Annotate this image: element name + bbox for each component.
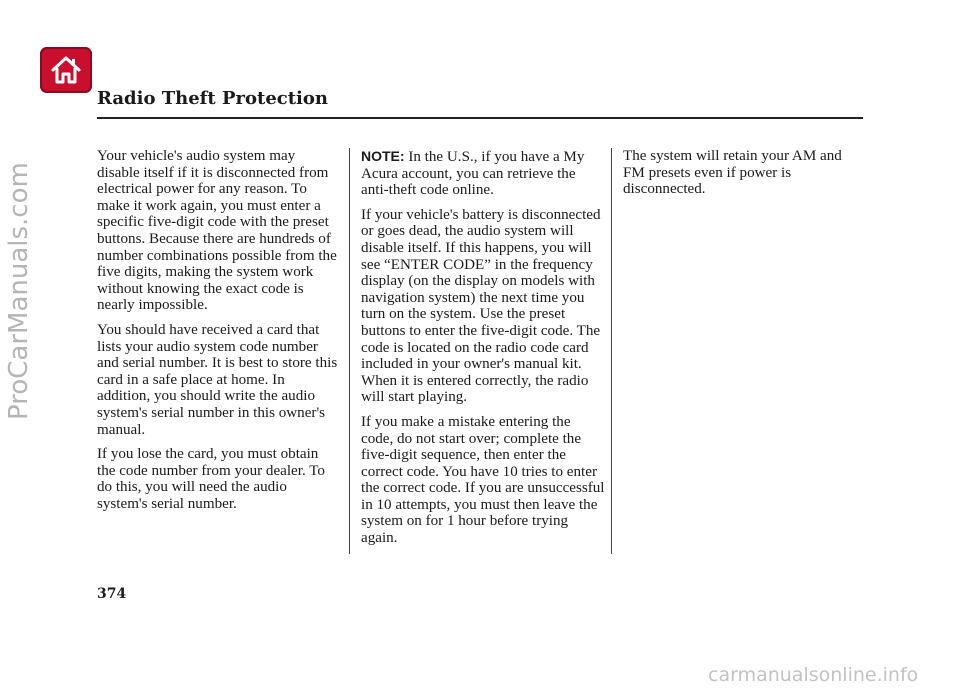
side-watermark: ProCarManuals.com [4, 162, 34, 420]
column-3 [623, 148, 863, 206]
paragraph: Your vehicle's audio system may disable itself if it is disconnected from electrical power for any reason. To make it work again, you must enter a specific five-digit code with the preset buttons. Because there are hundreds of number combinations possible from the five digits, making the system work without knowing the exact code is nearly impossible. [97, 148, 337, 314]
paragraph: The system will retain your AM and FM presets even if power is disconnected. [623, 148, 842, 198]
column-divider [349, 148, 350, 554]
column-divider [611, 148, 612, 554]
page-number: 374 [97, 586, 127, 602]
note-text: In the U.S., if you have a My Acura account, you can retrieve the anti-theft code online. [361, 149, 585, 199]
section-title: Radio Theft Protection [97, 88, 328, 109]
paragraph: You should have received a card that lists your audio system code number and serial number. It is best to store this card in a safe place at home. In addition, you should write the audio system's serial number in this owner's manual. [97, 321, 338, 438]
note-label: NOTE: [361, 148, 405, 164]
paragraph: If you lose the card, you must obtain the code number from your dealer. To do this, you will need the audio system's serial number. [97, 446, 325, 512]
bottom-watermark: carmanualsonline.info [708, 664, 919, 686]
paragraph: If your vehicle's battery is disconnected or goes dead, the audio system will disable itself. If this happens, you will see “ENTER CODE” in the frequency display (on the display on models with navigation system) the next time you turn on the system. Use the preset buttons to enter the five-digit code. The code is located on the radio code card included in your owner's manual kit. When it is entered correctly, the radio will start playing. [361, 206, 601, 406]
paragraph: If you make a mistake entering the code, do not start over; complete the five-digit sequence, then enter the correct code. You have 10 tries to enter the correct code. If you are unsuccessful in 10 attempts, you must then leave the system on for 1 hour before trying again. [361, 413, 605, 547]
home-icon [49, 53, 83, 87]
column-1 [97, 148, 340, 520]
home-button[interactable] [40, 47, 92, 93]
title-divider [97, 117, 863, 119]
column-2 [361, 148, 606, 555]
note-paragraph [361, 148, 606, 199]
